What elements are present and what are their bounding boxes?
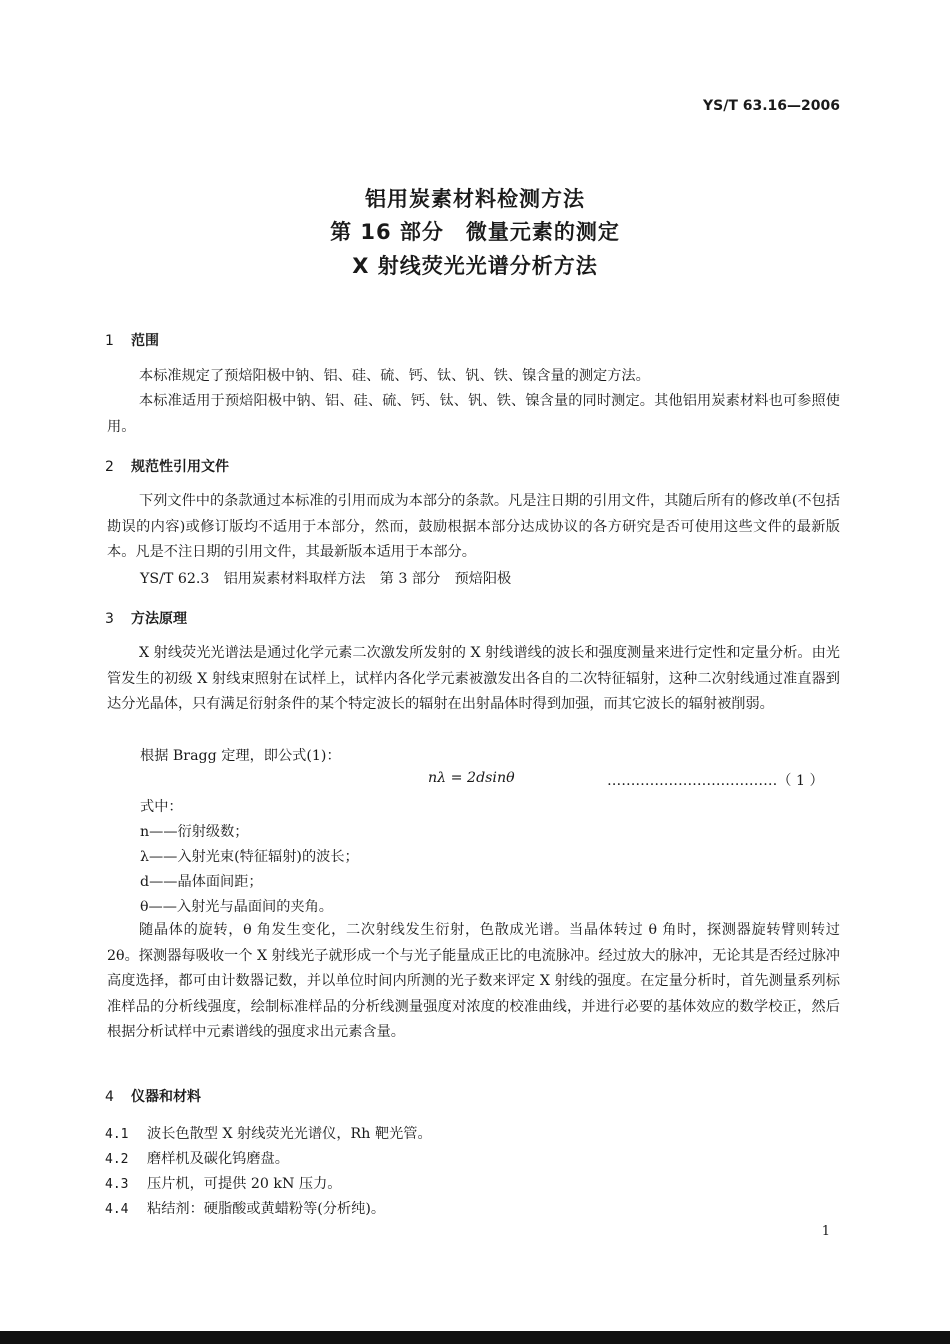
item-text: 波长色散型 X 射线荧光光谱仪，Rh 靶光管。 — [147, 1126, 432, 1142]
title-line-1: 铝用炭素材料检测方法 — [365, 187, 585, 211]
standard-code: YS/T 63.16—2006 — [702, 98, 840, 114]
list-item — [105, 1198, 385, 1218]
list-item — [105, 1123, 432, 1143]
section-title: 仪器和材料 — [131, 1089, 201, 1105]
item-number: 4.4 — [105, 1202, 129, 1217]
section-title: 方法原理 — [131, 611, 187, 627]
item-text: 压片机，可提供 20 kN 压力。 — [147, 1176, 342, 1192]
section-title: 范围 — [131, 333, 159, 349]
section-3-heading — [105, 608, 187, 628]
paragraph: 下列文件中的条款通过本标准的引用而成为本部分的条款。凡是注日期的引用文件，其随后所有的修改单(不包括勘误的内容)或修订版均不适用于本部分，然而，鼓励根据本部分达成协议的各方研究是否可使用这些文件的最新版本。凡是不注日期的引用文件，其最新版本适用于本部分。 — [107, 493, 840, 560]
section-number: 1 — [105, 333, 114, 349]
item-text: 粘结剂：硬脂酸或黄蜡粉等(分析纯)。 — [147, 1201, 386, 1217]
paragraph: X 射线荧光光谱法是通过化学元素二次激发所发射的 X 射线谱线的波长和强度测量来进行定性和定量分析。由光管发生的初级 X 射线束照射在试样上，试样内各化学元素被激发出各自的二次特征辐射，这种二次射线通过准直器到达分光晶体，只有满足衍射条件的某个特定波长的辐射在出射晶体时得到加强，而其它波长的辐射被削弱。 — [107, 645, 840, 712]
item-number: 4.1 — [105, 1127, 129, 1142]
section-4-heading — [105, 1086, 201, 1106]
paragraph: 随晶体的旋转，θ 角发生变化，二次射线发生衍射，色散成光谱。当晶体转过 θ 角时，探测器旋转臂则转过 2θ。探测器每吸收一个 X 射线光子就形成一个与光子能量成正比的电流脉冲。经过放大的脉冲，无论其是否经过脉冲高度选择，都可由计数器记数，并以单位时间内所测的光子数来评定 X 射线的强度。在定量分析时，首先测量系列标准样品的分析线强度，绘制标准样品的分析线测量强度对浓度的校准曲线，并进行必要的基体效应的数学校正，然后根据分析试样中元素谱线的强度求出元素含量。 — [107, 922, 840, 1040]
list-item — [105, 1148, 289, 1168]
section-number: 2 — [105, 459, 114, 475]
item-number: 4.3 — [105, 1177, 129, 1192]
bragg-intro: 根据 Bragg 定理，即公式(1)： — [140, 748, 341, 764]
bottom-border — [0, 1331, 950, 1344]
bragg-formula: nλ = 2dsinθ — [428, 770, 515, 786]
title-line-3: X 射线荧光光谱分析方法 — [352, 254, 598, 278]
definition-n: n——衍射级数； — [140, 824, 249, 840]
paragraph: 本标准适用于预焙阳极中钠、铝、硅、硫、钙、钛、钒、铁、镍含量的同时测定。其他铝用炭素材料也可参照使用。 — [107, 393, 840, 435]
normative-reference: YS/T 62.3 铝用炭素材料取样方法 第 3 部分 预焙阳极 — [140, 571, 512, 587]
section-number: 4 — [105, 1089, 114, 1105]
paragraph: 本标准规定了预焙阳极中钠、铝、硅、硫、钙、钛、钒、铁、镍含量的测定方法。 — [139, 368, 650, 384]
formula-number: ………………………………（ 1 ） — [607, 773, 824, 789]
section-1-heading — [105, 330, 159, 350]
item-text: 磨样机及碳化钨磨盘。 — [147, 1151, 289, 1167]
definition-d: d——晶体面间距； — [140, 874, 263, 890]
definition-lambda: λ——入射光束(特征辐射)的波长； — [140, 849, 359, 865]
section-number: 3 — [105, 611, 114, 627]
list-item — [105, 1173, 341, 1193]
item-number: 4.2 — [105, 1152, 129, 1167]
section-title: 规范性引用文件 — [131, 459, 229, 475]
title-line-2: 第 16 部分 微量元素的测定 — [330, 220, 620, 244]
page-number: 1 — [821, 1224, 830, 1239]
section-2-heading — [105, 456, 229, 476]
where-label: 式中： — [140, 799, 183, 815]
definition-theta: θ——入射光与晶面间的夹角。 — [140, 899, 333, 915]
